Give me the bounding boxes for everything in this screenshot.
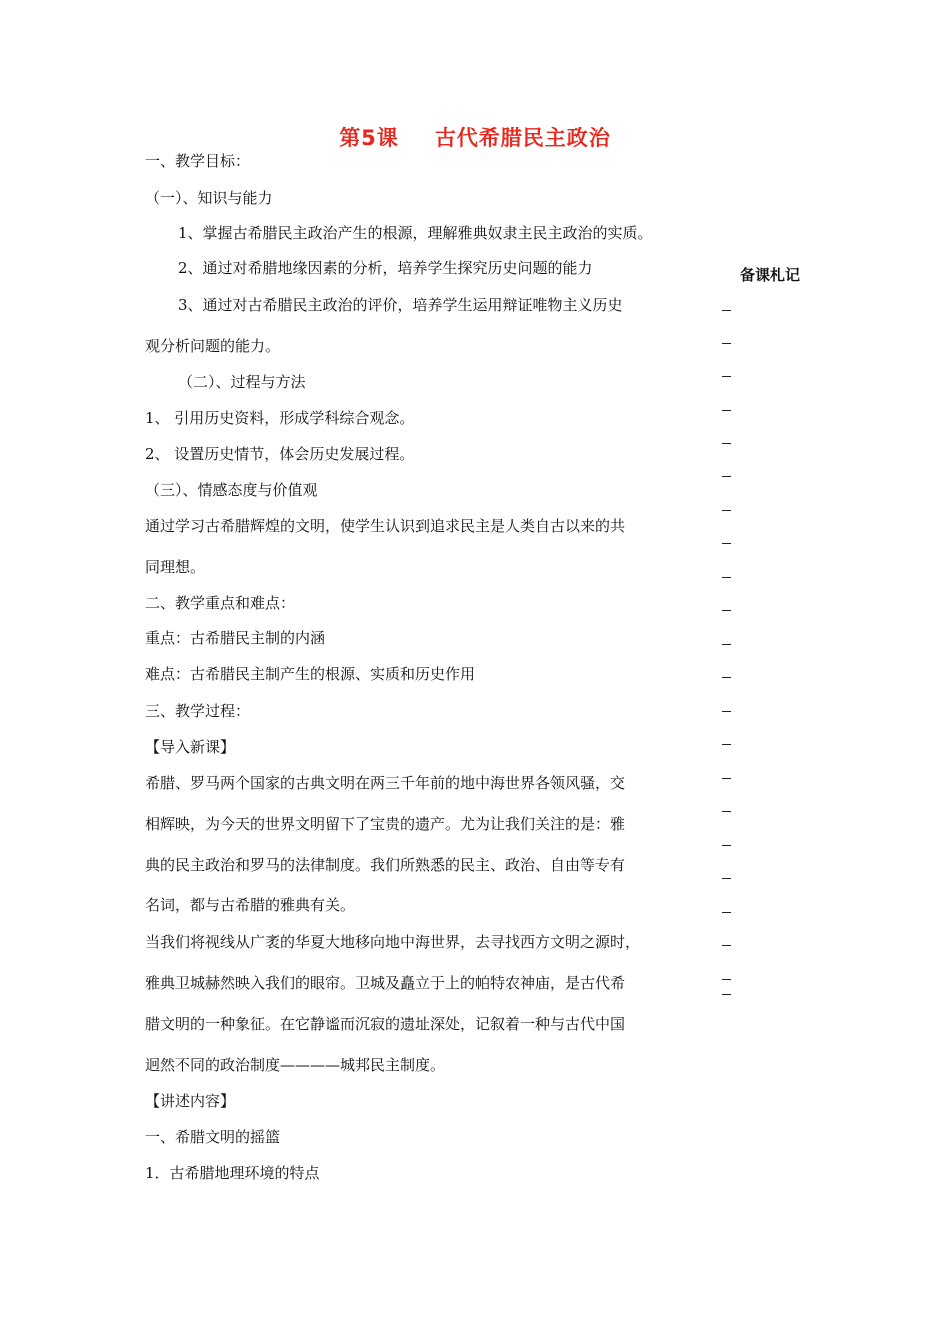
text-line: 观分析问题的能力。 (145, 337, 281, 355)
margin-dash (722, 310, 731, 311)
margin-dash (722, 677, 731, 678)
margin-dash (722, 711, 731, 712)
text-line: 雅典卫城赫然映入我们的眼帘。卫城及矗立于上的帕特农神庙，是古代希 (145, 974, 626, 992)
text-line: 一、教学目标： (145, 152, 251, 170)
margin-dash (722, 343, 731, 344)
text-line: 难点：古希腊民主制产生的根源、实质和历史作用 (145, 665, 476, 683)
text-line: 通过学习古希腊辉煌的文明，使学生认识到追求民主是人类自古以来的共 (145, 517, 626, 535)
text-line: 名词，都与古希腊的雅典有关。 (145, 896, 356, 914)
side-note-title: 备课札记 (740, 266, 801, 284)
margin-dash (722, 577, 731, 578)
margin-dash (722, 878, 731, 879)
margin-dash (722, 912, 731, 913)
margin-dash (722, 994, 731, 995)
text-line: 相辉映，为今天的世界文明留下了宝贵的遗产。尤为让我们关注的是：雅 (145, 815, 626, 833)
text-line: 1．古希腊地理环境的特点 (145, 1164, 320, 1182)
text-line: 1、 引用历史资料，形成学科综合观念。 (145, 409, 415, 427)
text-line: 典的民主政治和罗马的法律制度。我们所熟悉的民主、政治、自由等专有 (145, 856, 626, 874)
lesson-number: 第5课 (339, 126, 399, 150)
margin-dash (722, 376, 731, 377)
page-title (0, 122, 950, 152)
lesson-topic: 古代希腊民主政治 (434, 126, 611, 150)
text-line: 2、 设置历史情节，体会历史发展过程。 (145, 445, 415, 463)
text-line: 【导入新课】 (145, 738, 236, 756)
margin-dash (722, 945, 731, 946)
margin-dash (722, 410, 731, 411)
text-line: 希腊、罗马两个国家的古典文明在两三千年前的地中海世界各领风骚，交 (145, 774, 626, 792)
text-line: （二）、过程与方法 (178, 373, 306, 391)
margin-dash (722, 811, 731, 812)
text-line: 一、希腊文明的摇篮 (145, 1128, 281, 1146)
text-line: 腊文明的一种象征。在它静谧而沉寂的遗址深处，记叙着一种与古代中国 (145, 1015, 626, 1033)
text-line: 3、通过对古希腊民主政治的评价，培养学生运用辩证唯物主义历史 (178, 296, 623, 314)
margin-dash (722, 543, 731, 544)
text-line: 同理想。 (145, 558, 206, 576)
margin-dash (722, 510, 731, 511)
margin-dash (722, 476, 731, 477)
margin-dash (722, 845, 731, 846)
text-line: 三、教学过程： (145, 702, 251, 720)
text-line: 二、教学重点和难点： (145, 594, 296, 612)
text-line: 2、通过对希腊地缘因素的分析，培养学生探究历史问题的能力 (178, 259, 593, 277)
text-line: （三）、情感态度与价值观 (145, 481, 318, 499)
margin-dash (722, 744, 731, 745)
margin-dash (722, 644, 731, 645)
text-line: 重点：古希腊民主制的内涵 (145, 629, 326, 647)
text-line: 当我们将视线从广袤的华夏大地移向地中海世界，去寻找西方文明之源时， (145, 933, 641, 951)
margin-dash (722, 443, 731, 444)
text-line: 迥然不同的政治制度————城邦民主制度。 (145, 1056, 446, 1074)
margin-dash (722, 979, 731, 980)
text-line: 1、掌握古希腊民主政治产生的根源，理解雅典奴隶主民主政治的实质。 (178, 224, 653, 242)
margin-dash (722, 778, 731, 779)
text-line: （一）、知识与能力 (145, 189, 273, 207)
margin-dash (722, 610, 731, 611)
text-line: 【讲述内容】 (145, 1092, 236, 1110)
